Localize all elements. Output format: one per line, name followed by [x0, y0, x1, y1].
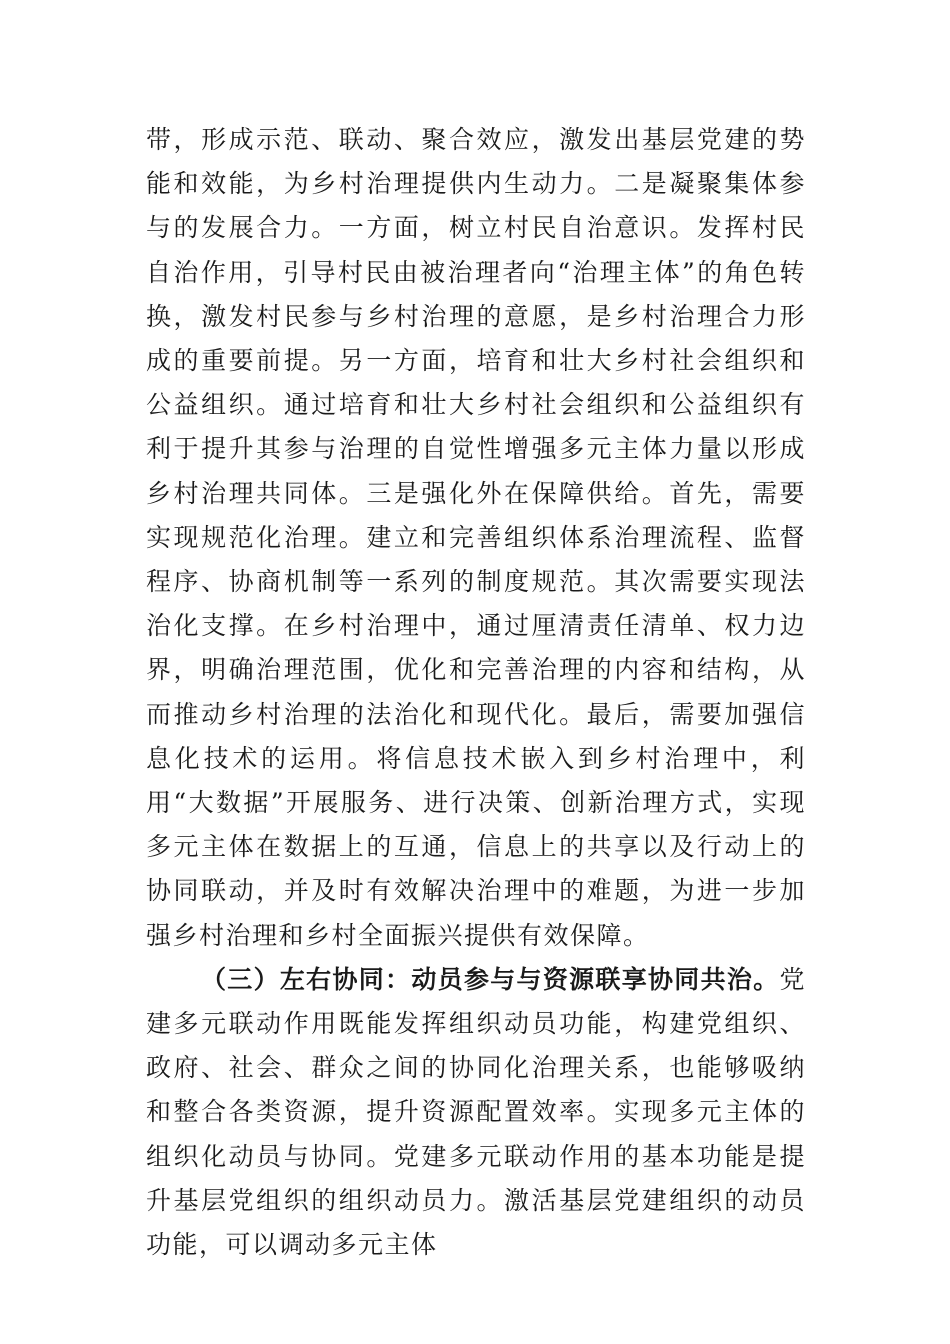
section-body-text: 党建多元联动作用既能发挥组织动员功能，构建党组织、政府、社会、群众之间的协同化治理关系，也能够吸纳和整合各类资源，提升资源配置效率。实现多元主体的组织化动员与协同。党建多元联动作用的基本功能是提升基层党组织的组织动员力。激活基层党建组织的动员功能，可以调动多元主体 — [146, 964, 806, 1260]
section-paragraph — [146, 958, 806, 1267]
document-body — [146, 118, 806, 1267]
paragraph-continued: 带，形成示范、联动、聚合效应，激发出基层党建的势能和效能，为乡村治理提供内生动力。二是凝聚集体参与的发展合力。一方面，树立村民自治意识。发挥村民自治作用，引导村民由被治理者向“治理主体”的角色转换，激发村民参与乡村治理的意愿，是乡村治理合力形成的重要前提。另一方面，培育和壮大乡村社会组织和公益组织。通过培育和壮大乡村社会组织和公益组织有利于提升其参与治理的自觉性增强多元主体力量以形成乡村治理共同体。三是强化外在保障供给。首先，需要实现规范化治理。建立和完善组织体系治理流程、监督程序、协商机制等一系列的制度规范。其次需要实现法治化支撑。在乡村治理中，通过厘清责任清单、权力边界，明确治理范围，优化和完善治理的内容和结构，从而推动乡村治理的法治化和现代化。最后，需要加强信息化技术的运用。将信息技术嵌入到乡村治理中，利用“大数据”开展服务、进行决策、创新治理方式，实现多元主体在数据上的互通，信息上的共享以及行动上的协同联动，并及时有效解决治理中的难题，为进一步加强乡村治理和乡村全面振兴提供有效保障。 — [146, 125, 806, 950]
section-heading: （三）左右协同：动员参与与资源联享协同共治。 — [201, 964, 780, 994]
